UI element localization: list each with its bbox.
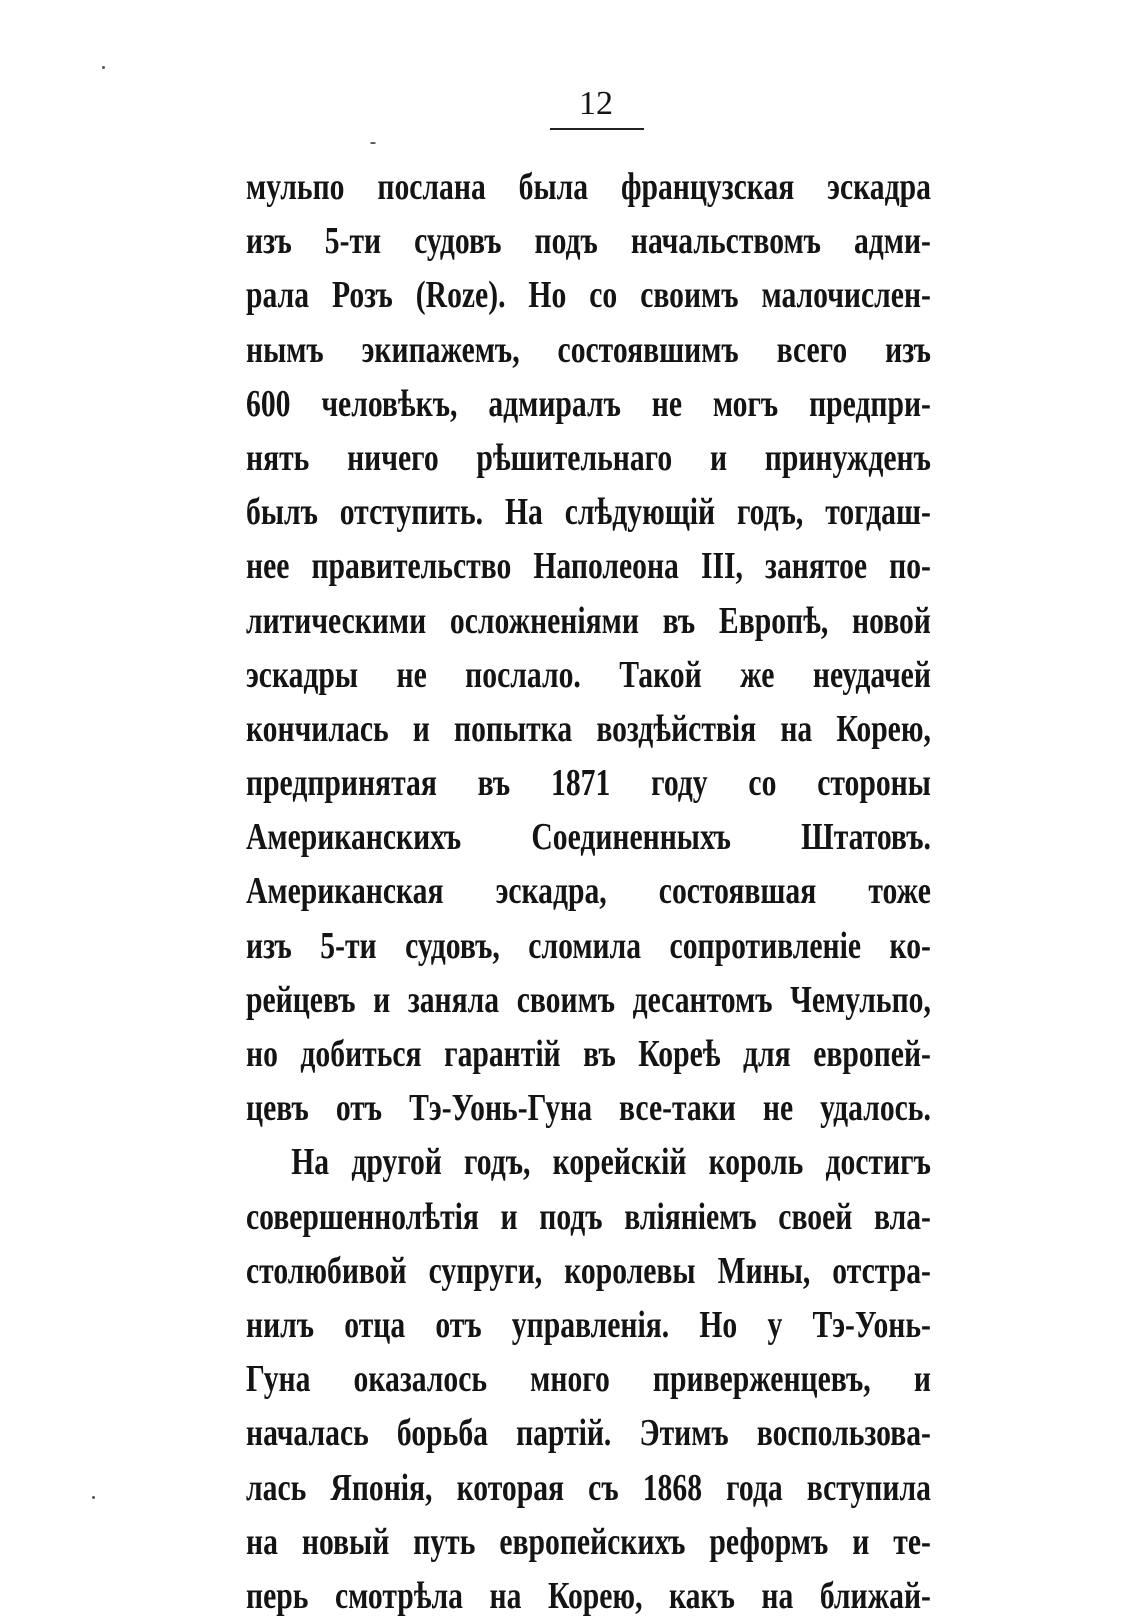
- text-line: лась Японія, которая съ 1868 года вступила: [246, 1466, 931, 1509]
- text-line: Гуна оказалось много приверженцевъ, и: [246, 1358, 931, 1401]
- text-line: кончилась и попытка воздѣйствія на Корею,: [246, 707, 931, 750]
- text-line: изъ 5-ти судовъ подъ начальствомъ адми-: [246, 220, 931, 263]
- scan-speck: [102, 66, 105, 69]
- text-line: Американская эскадра, состоявшая тоже: [246, 870, 931, 913]
- text-line: предпринятая въ 1871 году со стороны: [246, 762, 931, 805]
- text-line: нять ничего рѣшительнаго и принужденъ: [246, 436, 931, 479]
- text-line: на новый путь европейскихъ реформъ и те-: [246, 1520, 931, 1563]
- page-number-rule: [550, 128, 644, 130]
- paragraph-1: [246, 160, 932, 1135]
- paragraph-2: [246, 1135, 932, 1623]
- text-line: изъ 5-ти судовъ, сломила сопротивленіе ко-: [246, 924, 931, 967]
- text-line: эскадры не послало. Такой же неудачей: [246, 653, 931, 696]
- page-number: 12: [579, 85, 613, 122]
- text-line: столюбивой супруги, королевы Мины, отстра-: [246, 1249, 931, 1292]
- text-line: совершеннолѣтія и подъ вліяніемъ своей вла-: [246, 1195, 931, 1238]
- text-line: нымъ экипажемъ, состоявшимъ всего изъ: [246, 328, 931, 371]
- text-line: 600 человѣкъ, адмиралъ не могъ предпри-: [246, 382, 931, 425]
- text-line: литическими осложненіями въ Европѣ, новой: [246, 599, 931, 642]
- text-line: Американскихъ Соединенныхъ Штатовъ.: [246, 816, 931, 859]
- text-line: нее правительство Наполеона III, занятое по-: [246, 545, 931, 588]
- scan-speck: [92, 1496, 95, 1499]
- text-line: но добиться гарантій въ Кореѣ для европей-: [246, 1033, 931, 1075]
- text-line: началась борьба партій. Этимъ воспользова-: [246, 1412, 931, 1455]
- text-line: рала Розъ (Roze). Но со своимъ малочислен-: [246, 274, 931, 317]
- text-line: цевъ отъ Тэ-Уонь-Гуна все-таки не удалось.: [246, 1087, 931, 1130]
- text-line: мульпо послана была французская эскадра: [246, 166, 931, 208]
- text-line: перь смотрѣла на Корею, какъ на ближай-: [246, 1574, 931, 1617]
- text-line: нилъ отца отъ управленія. Но у Тэ-Уонь-: [246, 1303, 931, 1346]
- text-line: былъ отступить. На слѣдующій годъ, тогдаш-: [246, 491, 931, 534]
- scan-speck: [370, 142, 376, 144]
- text-line: рейцевъ и заняла своимъ десантомъ Чемульпо,: [246, 978, 931, 1021]
- body-text: [246, 160, 932, 1623]
- text-line: На другой годъ, корейскій король достигъ: [291, 1141, 931, 1184]
